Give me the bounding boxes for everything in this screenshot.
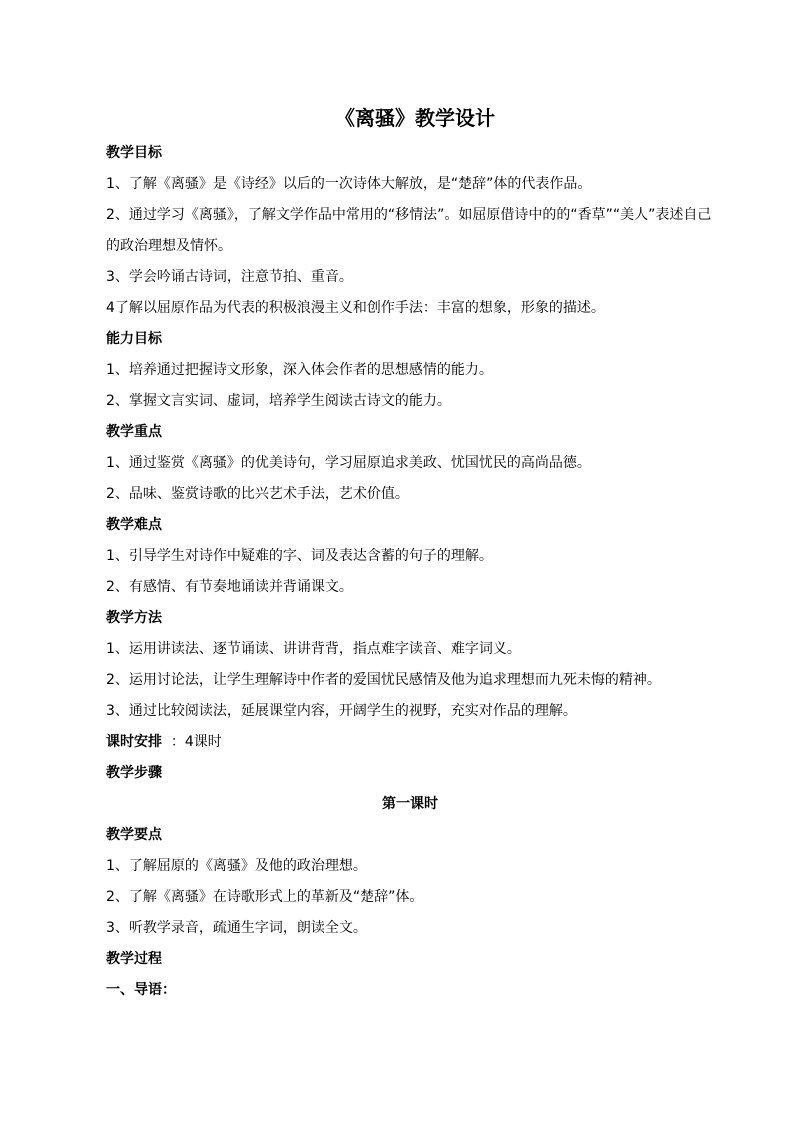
goal-item: 4了解以屈原作品为代表的积极浪漫主义和创作手法：丰富的想象，形象的描述。: [106, 300, 605, 316]
lesson-point-item: 2、了解《离骚》在诗歌形式上的革新及“楚辞”体。: [106, 889, 424, 905]
schedule-row: [106, 727, 714, 758]
key-point-item: 1、通过鉴赏《离骚》的优美诗句，学习屈原追求美政、忧国忧民的高尚品德。: [106, 455, 591, 471]
method-item: 3、通过比较阅读法，延展课堂内容，开阔学生的视野，充实对作品的理解。: [106, 703, 577, 719]
key-point-item: 2、品味、鉴赏诗歌的比兴艺术手法，艺术价值。: [106, 486, 409, 502]
method-item: 2、运用讨论法，让学生理解诗中作者的爱国忧民感情及他为追求理想而九死未悔的精神。: [106, 672, 661, 688]
schedule-heading: 课时安排: [106, 734, 162, 750]
goal-item: 3、学会吟诵古诗词，注意节拍、重音。: [106, 269, 353, 285]
document-title: 《离骚》教学设计: [335, 106, 495, 130]
difficulty-item: 1、引导学生对诗作中疑难的字、词及表达含蓄的句子的理解。: [106, 548, 493, 564]
lesson-one-heading: 第一课时: [382, 796, 438, 812]
goal-item: 1、了解《离骚》是《诗经》以后的一次诗体大解放，是“楚辞”体的代表作品。: [106, 176, 592, 192]
intro-heading: 一、导语：: [106, 982, 176, 998]
goal-item-text: 2、通过学习《离骚》，了解文学作品中常用的“移情法”。如屈原借诗中的的“香草”“美人”表述自己的政治理想及情怀。: [106, 207, 712, 254]
process-heading: 教学过程: [106, 951, 162, 967]
method-heading: 教学方法: [106, 610, 162, 626]
difficulty-item: 2、有感情、有节奏地诵读并背诵课文。: [106, 579, 353, 595]
lesson-points-heading: 教学要点: [106, 827, 162, 843]
ability-item: 2、掌握文言实词、虚词，培养学生阅读古诗文的能力。: [106, 393, 451, 409]
key-points-heading: 教学重点: [106, 424, 162, 440]
ability-heading: 能力目标: [106, 331, 162, 347]
schedule-value: ：4课时: [162, 734, 222, 750]
method-item: 1、运用讲读法、逐节诵读、讲讲背背，指点难字读音、难字词义。: [106, 641, 521, 657]
difficulty-heading: 教学难点: [106, 517, 162, 533]
goals-heading: 教学目标: [106, 145, 162, 161]
lesson-point-item: 1、了解屈原的《离骚》及他的政治理想。: [106, 858, 367, 874]
goal-item: [106, 200, 722, 262]
steps-heading: 教学步骤: [106, 765, 162, 781]
ability-item: 1、培养通过把握诗文形象，深入体会作者的思想感情的能力。: [106, 362, 493, 378]
lesson-point-item: 3、听教学录音，疏通生字词，朗读全文。: [106, 920, 367, 936]
